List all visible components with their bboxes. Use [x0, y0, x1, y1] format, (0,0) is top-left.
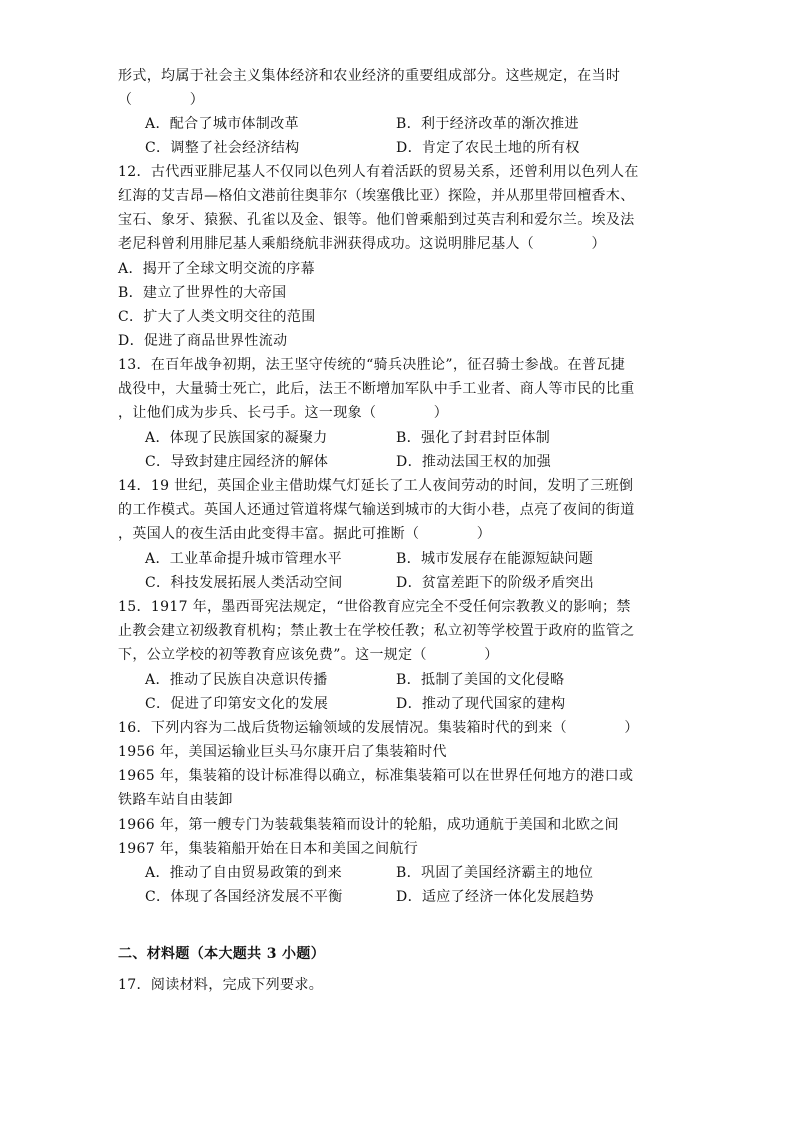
q16-option-b: B．巩固了美国经济霸主的地位 — [396, 865, 594, 881]
q15-stem-line-1: 15．1917 年，墨西哥宪法规定，“世俗教育应完全不受任何宗教教义的影响；禁 — [118, 599, 631, 615]
q16-material-line-1: 1956 年，美国运输业巨头马尔康开启了集装箱时代 — [118, 744, 447, 760]
q14-option-d: D．贫富差距下的阶级矛盾突出 — [396, 575, 595, 591]
q12-option-b: B．建立了世界性的大帝国 — [118, 285, 287, 301]
q16-material-line-2: 1965 年，集装箱的设计标准得以确立，标准集装箱可以在世界任何地方的港口或 — [118, 768, 634, 784]
q15-option-a: A．推动了民族自决意识传播 — [145, 672, 328, 688]
q16-option-d: D．适应了经济一体化发展趋势 — [396, 889, 595, 905]
q11-answer-blank: （ ） — [118, 92, 205, 108]
q11-option-c: C．调整了社会经济结构 — [145, 140, 300, 156]
q13-stem-line-2: 战役中，大量骑士死亡，此后，法王不断增加军队中手工业者、商人等市民的比重 — [118, 381, 635, 397]
q12-stem-line-3: 宝石、象牙、猿猴、孔雀以及金、银等。他们曾乘船到过英吉利和爱尔兰。埃及法 — [118, 212, 635, 228]
q16-stem-line-1: 16．下列内容为二战后货物运输领域的发展情况。集装箱时代的到来（ ） — [118, 720, 639, 736]
q11-stem-line-1: 形式，均属于社会主义集体经济和农业经济的重要组成部分。这些规定，在当时 — [118, 68, 621, 84]
q15-stem-line-3: 下，公立学校的初等教育应该免费”。这一规定（ ） — [118, 647, 499, 663]
q15-option-d: D．推动了现代国家的建构 — [396, 696, 566, 712]
q13-stem-line-1: 13．在百年战争初期，法王坚守传统的“骑兵决胜论”，征召骑士参战。在普瓦捷 — [118, 357, 626, 373]
q16-material-line-5: 1967 年，集装箱船开始在日本和美国之间航行 — [118, 841, 419, 857]
q13-option-d: D．推动法国王权的加强 — [396, 454, 552, 470]
q17-instruction: 17．阅读材料，完成下列要求。 — [118, 977, 324, 993]
section-2-title: 二、材料题（本大题共 3 小题） — [118, 946, 326, 962]
q12-stem-line-2: 红海的艾吉昂—格伯文港前往奥菲尔（埃塞俄比亚）探险，并从那里带回檀香木、 — [118, 188, 635, 204]
q12-stem-line-4: 老尼科曾利用腓尼基人乘船绕航非洲获得成功。这说明腓尼基人（ ） — [118, 236, 606, 252]
q13-option-b: B．强化了封君封臣体制 — [396, 430, 551, 446]
q11-option-d: D．肯定了农民土地的所有权 — [396, 140, 580, 156]
q16-option-a: A．推动了自由贸易政策的到来 — [145, 865, 343, 881]
q14-option-c: C．科技发展拓展人类活动空间 — [145, 575, 343, 591]
q14-option-a: A．工业革命提升城市管理水平 — [145, 551, 343, 567]
q12-option-a: A．揭开了全球文明交流的序幕 — [118, 261, 316, 277]
q12-option-d: D．促进了商品世界性流动 — [118, 333, 288, 349]
q14-stem-line-2: 的工作模式。英国人还通过管道将煤气输送到城市的大街小巷，点亮了夜间的街道 — [118, 502, 635, 518]
q16-material-line-3: 铁路车站自由装卸 — [118, 792, 233, 808]
q16-material-line-4: 1966 年，第一艘专门为装载集装箱而设计的轮船，成功通航于美国和北欧之间 — [118, 817, 620, 833]
q15-option-c: C．促进了印第安文化的发展 — [145, 696, 329, 712]
q14-stem-line-1: 14．19 世纪，英国企业主借助煤气灯延长了工人夜间劳动的时间，发明了三班倒 — [118, 478, 634, 494]
q13-stem-line-3: ，让他们成为步兵、长弓手。这一现象（ ） — [118, 405, 449, 421]
q16-option-c: C．体现了各国经济发展不平衡 — [145, 889, 343, 905]
q11-option-b: B．利于经济改革的渐次推进 — [396, 116, 579, 132]
q15-stem-line-2: 止教会建立初级教育机构；禁止教士在学校任教；私立初等学校置于政府的监管之 — [118, 623, 635, 639]
q14-option-b: B．城市发展存在能源短缺问题 — [396, 551, 594, 567]
q11-option-a: A．配合了城市体制改革 — [145, 116, 299, 132]
q13-option-a: A．体现了民族国家的凝聚力 — [145, 430, 328, 446]
q15-option-b: B．抵制了美国的文化侵略 — [396, 672, 565, 688]
q12-option-c: C．扩大了人类文明交往的范围 — [118, 309, 316, 325]
q14-stem-line-3: ，英国人的夜生活由此变得丰富。据此可推断（ ） — [118, 526, 492, 542]
q13-option-c: C．导致封建庄园经济的解体 — [145, 454, 329, 470]
q12-stem-line-1: 12．古代西亚腓尼基人不仅同以色列人有着活跃的贸易关系，还曾利用以色列人在 — [118, 164, 639, 180]
